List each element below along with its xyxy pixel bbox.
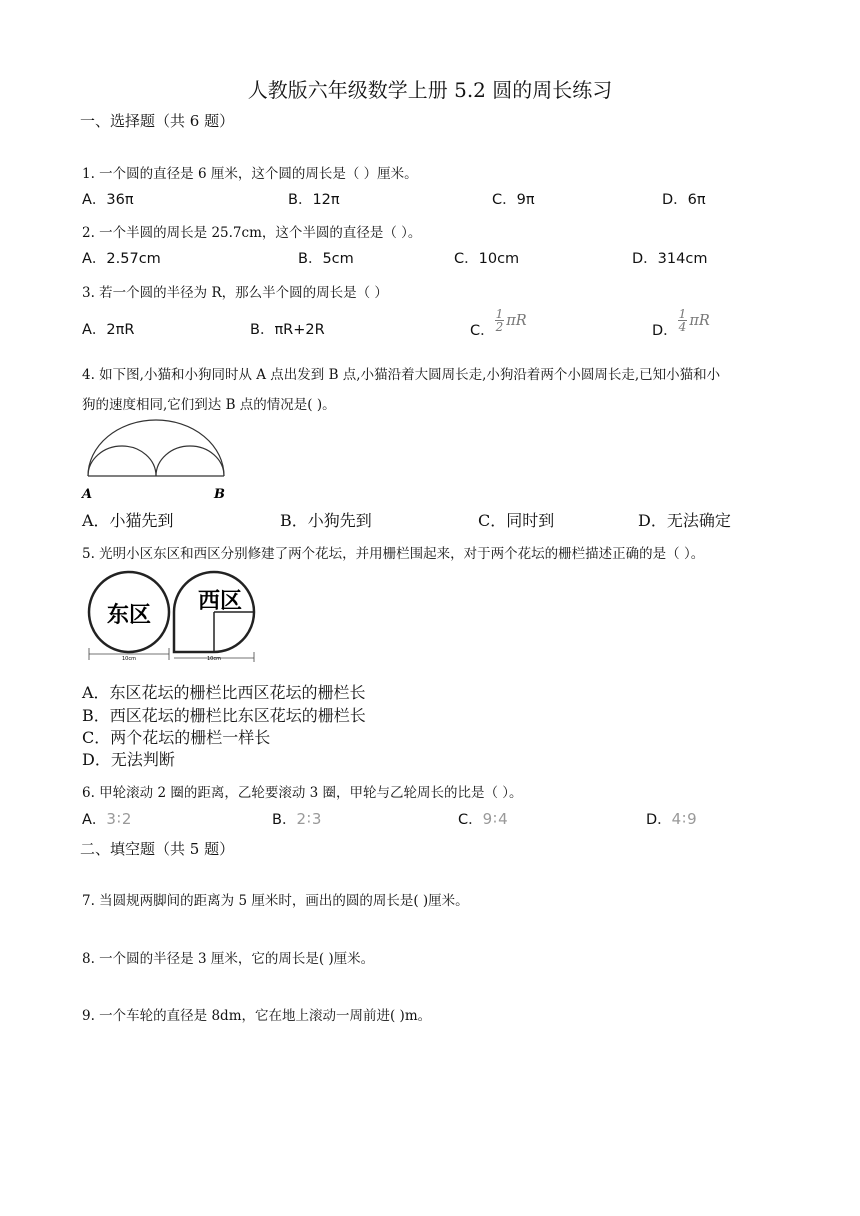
- math-expression: πR: [506, 312, 527, 329]
- section-heading-fill: 二、填空题（共 5 题）: [80, 840, 235, 858]
- q3-option-d-letter: D．: [652, 322, 678, 339]
- point-a-label: A: [82, 487, 93, 502]
- q2-option-c[interactable]: C．10cm: [454, 251, 520, 267]
- question-4-line-2: 狗的速度相同,它们到达 B 点的情况是( )。: [82, 397, 336, 413]
- west-label: 西区: [197, 588, 243, 614]
- q3-option-b[interactable]: B．πR+2R: [250, 322, 325, 338]
- fraction-numerator: 1: [495, 307, 504, 321]
- q2-option-b[interactable]: B．5cm: [298, 251, 354, 267]
- q2-option-d[interactable]: D．314cm: [632, 251, 708, 267]
- q6-option-d-letter: D．: [646, 812, 672, 828]
- q3-option-a[interactable]: A．2πR: [82, 322, 135, 338]
- q3-option-d-math: [678, 307, 710, 334]
- q6-option-a-value: 3∶2: [106, 810, 133, 828]
- question-5-text: 5. 光明小区东区和西区分别修建了两个花坛，并用栅栏围起来，对于两个花坛的栅栏描述正确的是（ ）。: [82, 546, 705, 562]
- q3-option-c-math: [495, 307, 527, 334]
- question-2-text: 2. 一个半圆的周长是 25.7cm，这个半圆的直径是（ ）。: [82, 225, 422, 241]
- q4-option-b[interactable]: B．小狗先到: [280, 511, 372, 530]
- q1-option-d[interactable]: D．6π: [662, 192, 706, 208]
- q2-option-a[interactable]: A．2.57cm: [82, 251, 161, 267]
- q5-option-b[interactable]: B．西区花坛的栅栏比东区花坛的栅栏长: [82, 706, 366, 725]
- question-3-text: 3. 若一个圆的半径为 R，那么半个圆的周长是（ ）: [82, 285, 388, 301]
- question-9-text: 9. 一个车轮的直径是 8dm，它在地上滚动一周前进( )m。: [82, 1008, 432, 1024]
- section-heading-choice: 一、选择题（共 6 题）: [80, 112, 235, 130]
- q4-option-d[interactable]: D．无法确定: [638, 511, 731, 530]
- point-b-label: B: [214, 487, 225, 502]
- q6-option-d-value: 4∶9: [671, 810, 698, 828]
- math-expression: πR: [689, 312, 710, 329]
- fraction-denominator: 4: [678, 320, 687, 334]
- q3-option-c[interactable]: [470, 307, 527, 339]
- east-dimension-label: 10cm: [122, 656, 136, 662]
- q6-option-a[interactable]: [82, 808, 132, 829]
- q6-option-b[interactable]: [272, 808, 322, 829]
- fraction: [495, 308, 505, 333]
- fraction-denominator: 2: [495, 320, 504, 334]
- q1-option-b[interactable]: B．12π: [288, 192, 340, 208]
- q6-option-d[interactable]: [646, 808, 698, 829]
- q6-option-c-letter: C．: [458, 812, 483, 828]
- question-4-line-1: 4. 如下图,小猫和小狗同时从 A 点出发到 B 点,小猫沿着大圆周长走,小狗沿着两个小圆周长走,已知小猫和小: [82, 367, 721, 383]
- q4-semicircle-figure: [80, 410, 240, 502]
- question-1-text: 1. 一个圆的直径是 6 厘米，这个圆的周长是（ ）厘米。: [82, 166, 418, 182]
- small-semicircle-right: [156, 446, 224, 476]
- small-semicircle-left: [88, 446, 156, 476]
- fraction: [678, 308, 688, 333]
- q6-option-c[interactable]: [458, 808, 509, 829]
- q3-option-c-letter: C．: [470, 322, 495, 339]
- q5-flowerbed-figure: [82, 566, 266, 662]
- q1-option-a[interactable]: A．36π: [82, 192, 134, 208]
- q4-option-a[interactable]: A．小猫先到: [82, 511, 174, 530]
- east-label: 东区: [106, 602, 152, 628]
- fraction-numerator: 1: [678, 307, 687, 321]
- question-7-text: 7. 当圆规两脚间的距离为 5 厘米时，画出的圆的周长是( )厘米。: [82, 893, 469, 909]
- page-title: 人教版六年级数学上册 5.2 圆的周长练习: [247, 78, 613, 102]
- q5-option-c[interactable]: C．两个花坛的栅栏一样长: [82, 728, 271, 747]
- q3-option-d[interactable]: [652, 307, 710, 339]
- q6-option-b-letter: B．: [272, 812, 297, 828]
- q6-option-c-value: 9∶4: [482, 810, 509, 828]
- question-8-text: 8. 一个圆的半径是 3 厘米，它的周长是( )厘米。: [82, 951, 375, 967]
- q6-option-b-value: 2∶3: [296, 810, 323, 828]
- q5-option-d[interactable]: D．无法判断: [82, 750, 175, 769]
- question-6-text: 6. 甲轮滚动 2 圈的距离，乙轮要滚动 3 圈，甲轮与乙轮周长的比是（ ）。: [82, 785, 523, 801]
- q6-option-a-letter: A．: [82, 812, 107, 828]
- q5-option-a[interactable]: A．东区花坛的栅栏比西区花坛的栅栏长: [82, 683, 366, 702]
- q4-option-c[interactable]: C．同时到: [478, 511, 555, 530]
- q1-option-c[interactable]: C．9π: [492, 192, 535, 208]
- west-dimension-label: 10cm: [207, 656, 221, 662]
